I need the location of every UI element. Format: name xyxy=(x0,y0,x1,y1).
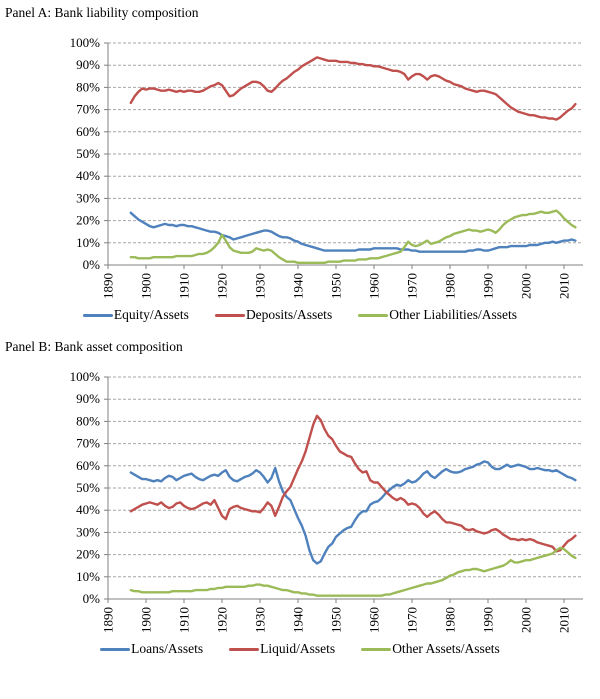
x-tick-label: 1950 xyxy=(328,273,344,299)
liquid-line-swatch xyxy=(229,648,259,651)
y-tick-label: 50% xyxy=(76,480,100,495)
panel-b-chart xyxy=(0,355,600,645)
x-tick-label: 1980 xyxy=(442,273,458,299)
x-tick-label: 1980 xyxy=(442,607,458,633)
legend-item-equity-assets xyxy=(83,307,189,323)
legend-item-deposits-assets xyxy=(215,307,332,323)
legend-item-liquid-assets xyxy=(229,641,335,657)
panel-a-chart xyxy=(0,21,600,311)
y-tick-label: 10% xyxy=(76,234,100,250)
y-axis-labels xyxy=(70,369,101,606)
x-tick-label: 2010 xyxy=(556,607,572,633)
x-axis-labels xyxy=(101,607,572,633)
panel-b-title: Panel B: Bank asset composition xyxy=(5,339,183,354)
x-tick-label: 1990 xyxy=(480,273,496,299)
y-tick-label: 100% xyxy=(69,369,100,384)
x-tick-label: 2010 xyxy=(556,273,572,299)
y-tick-label: 70% xyxy=(76,101,100,117)
y-tick-label: 30% xyxy=(76,524,100,540)
legend-label-liquid: Liquid/Assets xyxy=(260,641,336,656)
legend-item-loans-assets xyxy=(100,641,203,657)
x-tick-label: 1890 xyxy=(100,273,116,299)
x-tick-label: 1920 xyxy=(214,607,230,633)
y-tick-label: 10% xyxy=(76,568,100,584)
y-tick-label: 0% xyxy=(82,591,100,606)
x-tick-label: 1940 xyxy=(290,607,306,633)
axes xyxy=(104,43,583,269)
x-tick-label: 1910 xyxy=(176,273,192,299)
other-assets-line-swatch xyxy=(361,648,391,651)
series-line-liquid-assets xyxy=(131,416,576,552)
x-tick-label: 1950 xyxy=(328,607,344,633)
y-tick-label: 30% xyxy=(76,190,100,206)
x-tick-label: 1940 xyxy=(290,273,306,299)
panel-a-legend xyxy=(0,305,600,325)
x-tick-label: 1970 xyxy=(404,607,420,633)
y-tick-label: 70% xyxy=(76,435,100,451)
x-tick-label: 1920 xyxy=(214,273,230,299)
y-tick-label: 20% xyxy=(76,212,100,228)
series-line-equity-assets xyxy=(131,213,576,252)
panel-a-section xyxy=(0,5,600,325)
axes xyxy=(104,377,583,603)
legend-label-other-assets: Other Assets/Assets xyxy=(392,641,500,656)
legend-label-other-liabilities: Other Liabilities/Assets xyxy=(389,307,518,322)
x-tick-label: 1930 xyxy=(252,273,268,299)
gridlines xyxy=(108,43,583,243)
legend-item-other-assets-assets xyxy=(361,641,500,657)
y-tick-label: 60% xyxy=(76,123,100,139)
x-tick-label: 2000 xyxy=(518,607,534,633)
x-tick-label: 1890 xyxy=(100,607,116,633)
x-tick-label: 1900 xyxy=(138,273,154,299)
y-tick-label: 0% xyxy=(82,257,100,272)
gridlines xyxy=(108,377,583,577)
legend-label-equity: Equity/Assets xyxy=(113,307,189,322)
other-liabilities-line-swatch xyxy=(358,314,388,317)
x-tick-label: 1970 xyxy=(404,273,420,299)
y-tick-label: 50% xyxy=(76,146,100,161)
series-line-deposits-assets xyxy=(131,57,576,119)
legend-item-other-liabilities-assets xyxy=(358,307,517,323)
series-line-loans-assets xyxy=(131,461,576,563)
y-tick-label: 40% xyxy=(76,168,100,184)
x-tick-label: 1910 xyxy=(176,607,192,633)
y-tick-label: 40% xyxy=(76,502,100,518)
x-tick-label: 1990 xyxy=(480,607,496,633)
x-tick-label: 1930 xyxy=(252,607,268,633)
legend-label-deposits: Deposits/Assets xyxy=(245,307,333,322)
equity-line-swatch xyxy=(83,314,113,317)
y-tick-label: 90% xyxy=(76,57,100,73)
y-tick-label: 80% xyxy=(76,413,100,429)
x-tick-label: 1960 xyxy=(366,273,382,299)
y-tick-label: 80% xyxy=(76,79,100,95)
y-tick-label: 20% xyxy=(76,546,100,562)
y-tick-label: 90% xyxy=(76,391,100,407)
panel-a-title: Panel A: Bank liability composition xyxy=(5,5,199,20)
y-tick-label: 100% xyxy=(69,35,100,50)
panel-b-legend xyxy=(0,639,600,659)
x-tick-label: 1960 xyxy=(366,607,382,633)
panel-b-section xyxy=(0,339,600,659)
x-tick-label: 2000 xyxy=(518,273,534,299)
legend-label-loans: Loans/Assets xyxy=(131,641,204,656)
x-tick-label: 1900 xyxy=(138,607,154,633)
deposits-line-swatch xyxy=(215,314,245,317)
x-axis-labels xyxy=(101,273,572,299)
loans-line-swatch xyxy=(100,648,130,651)
series-line-other-liabilities-assets xyxy=(131,211,576,263)
y-axis-labels xyxy=(70,35,101,272)
y-tick-label: 60% xyxy=(76,457,100,473)
